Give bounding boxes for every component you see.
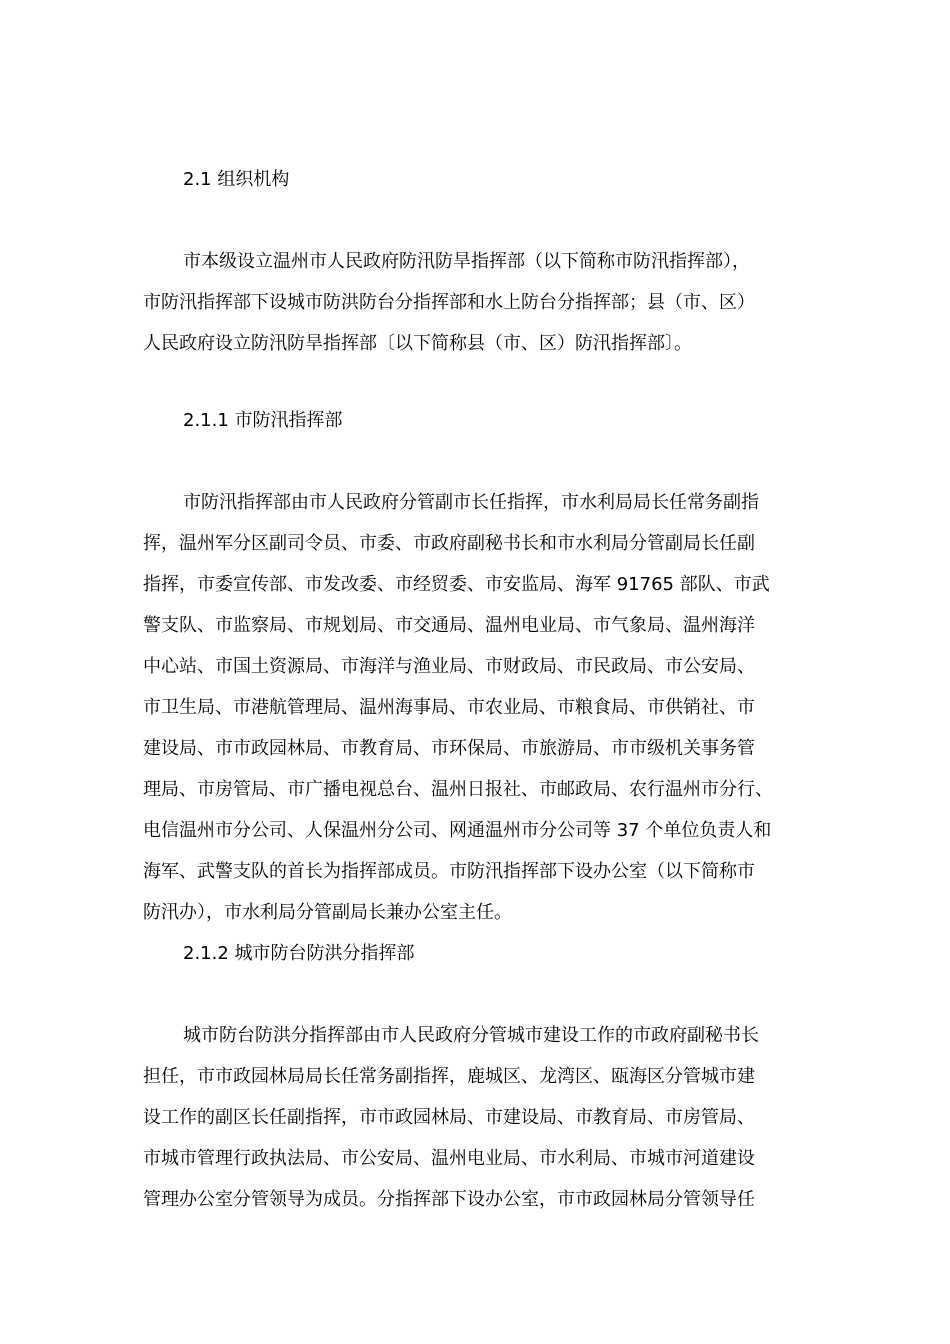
paragraph-line: 中心站、市国土资源局、市海洋与渔业局、市财政局、市民政局、市公安局、 bbox=[143, 656, 755, 677]
paragraph-line: 城市防台防洪分指挥部由市人民政府分管城市建设工作的市政府副秘书长 bbox=[183, 1025, 759, 1046]
paragraph-line: 人民政府设立防汛防旱指挥部〔以下简称县（市、区）防汛指挥部〕。 bbox=[143, 333, 692, 354]
paragraph-line: 市防汛指挥部由市人民政府分管副市长任指挥，市水利局局长任常务副指 bbox=[183, 492, 759, 513]
paragraph-line: 电信温州市分公司、人保温州分公司、网通温州市分公司等 37 个单位负责人和 bbox=[143, 820, 772, 841]
paragraph-line: 指挥，市委宣传部、市发改委、市经贸委、市安监局、海军 91765 部队、市武 bbox=[143, 574, 770, 595]
paragraph-line: 市卫生局、市港航管理局、温州海事局、市农业局、市粮食局、市供销社、市 bbox=[143, 697, 755, 718]
section-heading-2-1-1: 2.1.1 市防汛指挥部 bbox=[183, 410, 343, 431]
section-heading-2-1-2: 2.1.2 城市防台防洪分指挥部 bbox=[183, 943, 415, 964]
paragraph-line: 担任，市市政园林局局长任常务副指挥，鹿城区、龙湾区、瓯海区分管城市建 bbox=[143, 1066, 755, 1087]
paragraph-line: 市本级设立温州市人民政府防汛防旱指挥部（以下简称市防汛指挥部）， bbox=[183, 251, 750, 272]
paragraph-line: 市防汛指挥部下设城市防洪防台分指挥部和水上防台分指挥部；县（市、区） bbox=[143, 292, 755, 313]
paragraph-line: 海军、武警支队的首长为指挥部成员。市防汛指挥部下设办公室（以下简称市 bbox=[143, 861, 755, 882]
paragraph-line: 理局、市房管局、市广播电视总台、温州日报社、市邮政局、农行温州市分行、 bbox=[143, 779, 773, 800]
paragraph-line: 警支队、市监察局、市规划局、市交通局、温州电业局、市气象局、温州海洋 bbox=[143, 615, 755, 636]
paragraph-line: 设工作的副区长任副指挥，市市政园林局、市建设局、市教育局、市房管局、 bbox=[143, 1107, 755, 1128]
paragraph-line: 管理办公室分管领导为成员。分指挥部下设办公室，市市政园林局分管领导任 bbox=[143, 1189, 755, 1210]
paragraph-line: 防汛办），市水利局分管副局长兼办公室主任。 bbox=[143, 902, 512, 923]
paragraph-line: 市城市管理行政执法局、市公安局、温州电业局、市水利局、市城市河道建设 bbox=[143, 1148, 755, 1169]
section-heading-2-1: 2.1 组织机构 bbox=[183, 169, 290, 190]
paragraph-line: 建设局、市市政园林局、市教育局、市环保局、市旅游局、市市级机关事务管 bbox=[143, 738, 755, 759]
paragraph-line: 挥，温州军分区副司令员、市委、市政府副秘书长和市水利局分管副局长任副 bbox=[143, 533, 755, 554]
